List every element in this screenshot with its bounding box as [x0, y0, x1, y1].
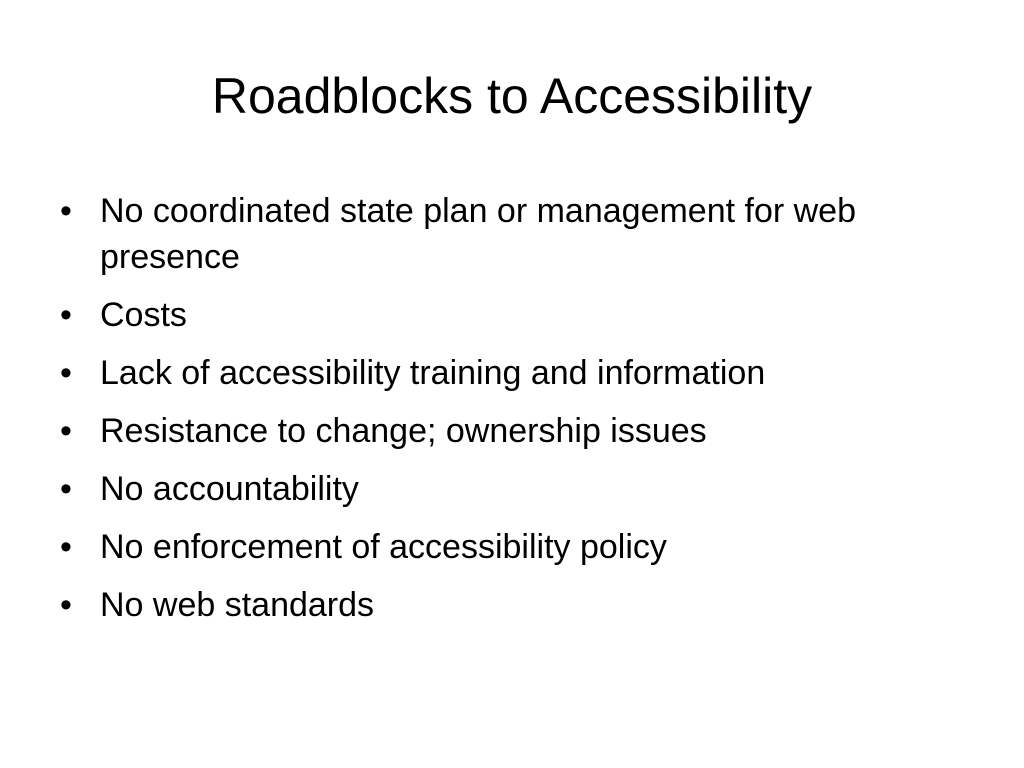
- bullet-text: No accountability: [100, 470, 359, 508]
- bullet-icon: •: [60, 528, 72, 566]
- bullet-item: [56, 350, 936, 396]
- bullet-icon: •: [60, 412, 72, 450]
- bullet-icon: •: [60, 470, 72, 508]
- slide-title: Roadblocks to Accessibility: [211, 68, 813, 124]
- bullet-item: [56, 524, 936, 570]
- bullet-text: No enforcement of accessibility policy: [100, 528, 667, 566]
- bullet-text: No coordinated state plan or management for web presence: [100, 192, 857, 276]
- bullet-item: [56, 188, 936, 280]
- bullet-icon: •: [60, 354, 72, 392]
- bullet-list: [56, 188, 936, 640]
- bullet-text: Costs: [100, 296, 187, 334]
- bullet-icon: •: [60, 586, 72, 624]
- bullet-text: Resistance to change; ownership issues: [100, 412, 707, 450]
- bullet-item: [56, 408, 936, 454]
- bullet-item: [56, 582, 936, 628]
- bullet-text: Lack of accessibility training and information: [100, 354, 766, 392]
- bullet-item: [56, 292, 936, 338]
- bullet-icon: •: [60, 192, 72, 230]
- bullet-text: No web standards: [100, 586, 375, 624]
- bullet-item: [56, 466, 936, 512]
- bullet-icon: •: [60, 296, 72, 334]
